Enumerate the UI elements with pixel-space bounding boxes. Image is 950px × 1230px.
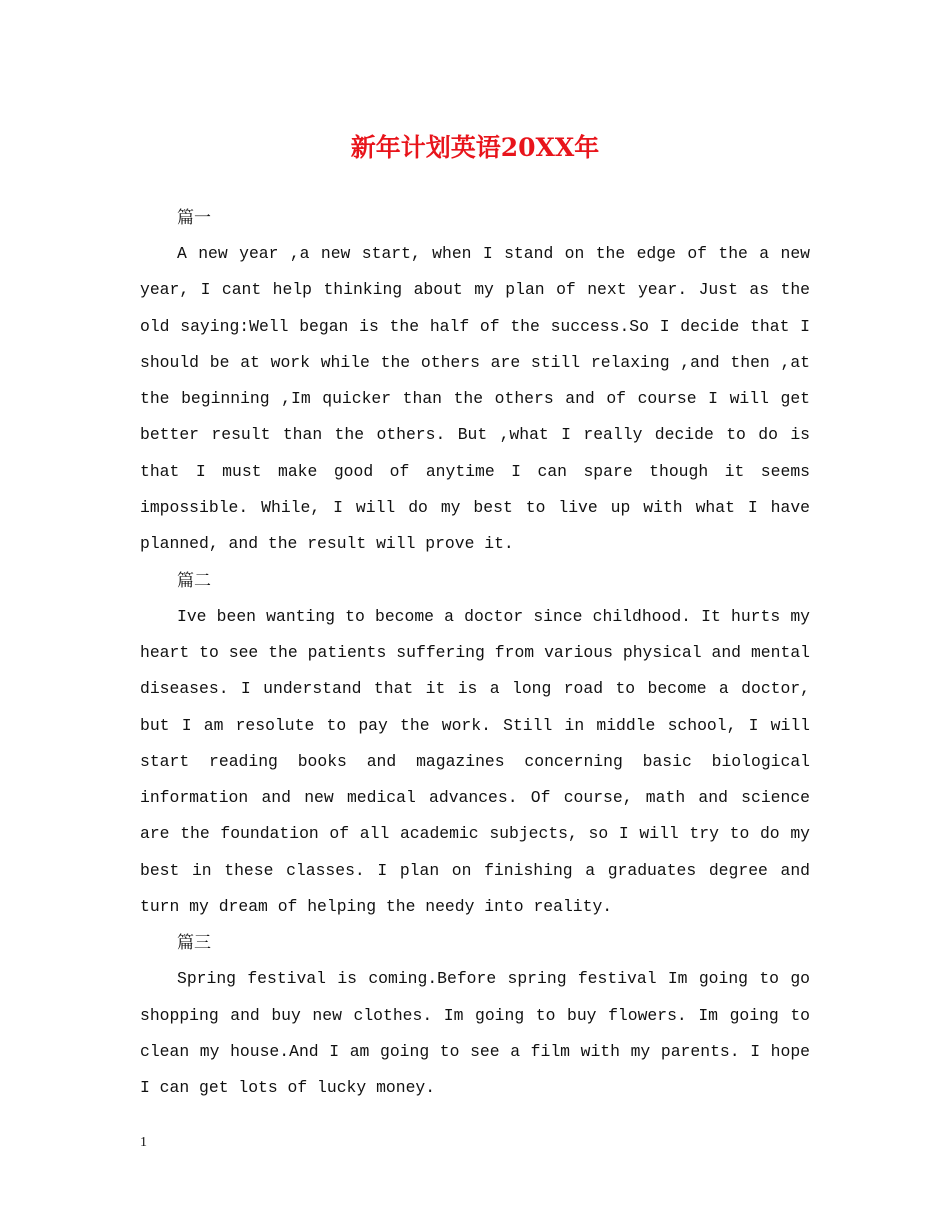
document-title: 新年计划英语20XX年	[350, 133, 600, 162]
section-label: 篇一	[177, 208, 211, 228]
section-label: 篇二	[177, 570, 211, 591]
page-number: 1	[140, 1135, 147, 1150]
document-body	[140, 200, 810, 1107]
section-label: 篇三	[177, 933, 211, 954]
section-paragraph: A new year ,a new start, when I stand on the edge of the a new year, I cant help thinking about my plan of next year. Just as the old saying:Well began is the half of the success.So I decide that I should be at work while the others are still relaxing ,and then ,at the beginning ,Im quicker than the others and of course I will get better result than the others. But ,what I really decide to do is that I must make good of anytime I can spare though it seems impossible. While, I will do my best to live up with what I have planned, and the result will prove it.	[140, 244, 810, 554]
section-paragraph: Ive been wanting to become a doctor since childhood. It hurts my heart to see the patients suffering from various physical and mental diseases. I understand that it is a long road to become a doctor, but I am resolute to pay the work. Still in middle school, I will start reading books and magazines concerning basic biological information and new medical advances. Of course, math and science are the foundation of all academic subjects, so I will try to do my best in these classes. I plan on finishing a graduates degree and turn my dream of helping the needy into reality.	[140, 606, 810, 917]
section-1	[140, 200, 810, 563]
section-paragraph: Spring festival is coming.Before spring festival Im going to go shopping and buy new clothes. Im going to buy flowers. Im going to clean my house.And I am going to see a film with my parents. I hope I can get lots of lucky money.	[140, 969, 810, 1098]
section-2	[140, 563, 810, 926]
section-3	[140, 925, 810, 1106]
